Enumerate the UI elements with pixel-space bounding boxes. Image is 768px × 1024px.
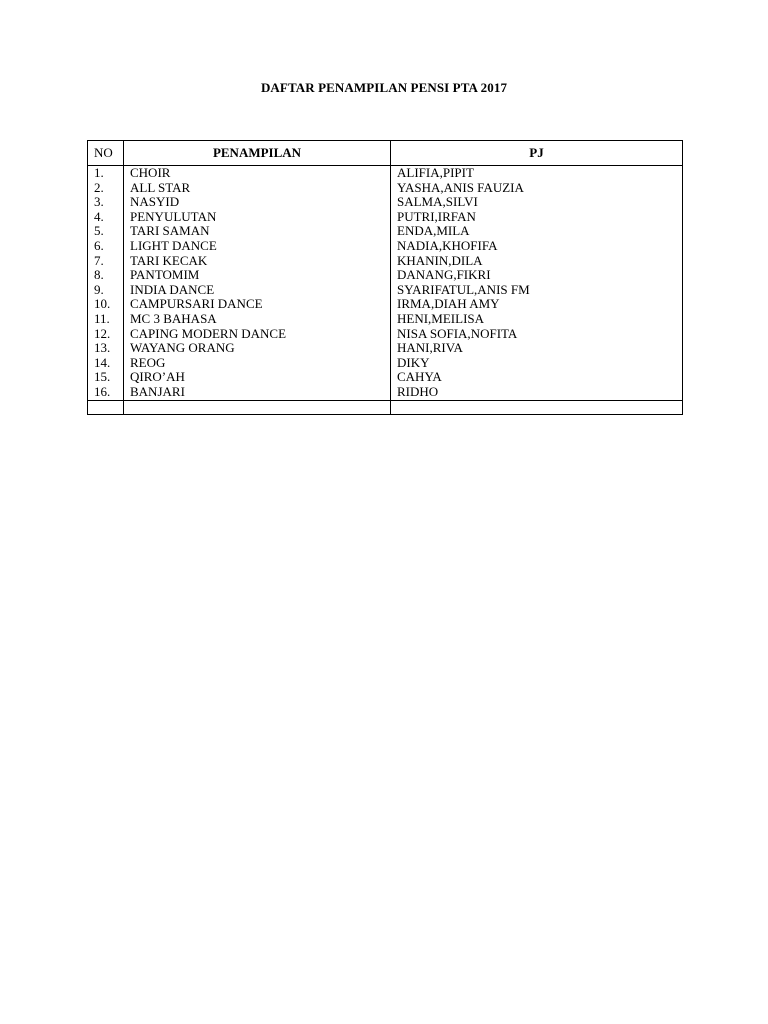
table-row <box>88 166 683 181</box>
person-in-charge: IRMA,DIAH AMY <box>391 297 683 312</box>
row-number: 13. <box>88 341 124 356</box>
performance-name: BANJARI <box>124 385 391 400</box>
table-row <box>88 181 683 196</box>
row-number: 14. <box>88 356 124 371</box>
row-number <box>88 400 124 414</box>
table-row <box>88 356 683 371</box>
table-row <box>88 210 683 225</box>
performance-name: PENYULUTAN <box>124 210 391 225</box>
row-number: 12. <box>88 327 124 342</box>
person-in-charge: HENI,MEILISA <box>391 312 683 327</box>
row-number: 6. <box>88 239 124 254</box>
person-in-charge: KHANIN,DILA <box>391 254 683 269</box>
person-in-charge: ENDA,MILA <box>391 224 683 239</box>
performance-name: CAMPURSARI DANCE <box>124 297 391 312</box>
row-number: 7. <box>88 254 124 269</box>
person-in-charge: DANANG,FIKRI <box>391 268 683 283</box>
performance-name <box>124 400 391 414</box>
person-in-charge: CAHYA <box>391 370 683 385</box>
row-number: 10. <box>88 297 124 312</box>
performance-name: PANTOMIM <box>124 268 391 283</box>
table-header-row <box>88 141 683 166</box>
table-row <box>88 312 683 327</box>
table-row <box>88 239 683 254</box>
row-number: 4. <box>88 210 124 225</box>
performance-name: MC 3 BAHASA <box>124 312 391 327</box>
person-in-charge: YASHA,ANIS FAUZIA <box>391 181 683 196</box>
person-in-charge: HANI,RIVA <box>391 341 683 356</box>
row-number: 8. <box>88 268 124 283</box>
person-in-charge: ALIFIA,PIPIT <box>391 166 683 181</box>
table-row <box>88 268 683 283</box>
table-row <box>88 297 683 312</box>
row-number: 16. <box>88 385 124 400</box>
row-number: 11. <box>88 312 124 327</box>
person-in-charge: SYARIFATUL,ANIS FM <box>391 283 683 298</box>
row-number: 2. <box>88 181 124 196</box>
column-header-no: NO <box>88 141 124 166</box>
table-row <box>88 224 683 239</box>
performance-name: REOG <box>124 356 391 371</box>
table-row <box>88 195 683 210</box>
row-number: 9. <box>88 283 124 298</box>
table-row <box>88 370 683 385</box>
performance-name: WAYANG ORANG <box>124 341 391 356</box>
performance-name: LIGHT DANCE <box>124 239 391 254</box>
performance-name: TARI KECAK <box>124 254 391 269</box>
performance-name: TARI SAMAN <box>124 224 391 239</box>
document-title: DAFTAR PENAMPILAN PENSI PTA 2017 <box>260 80 508 95</box>
row-number: 1. <box>88 166 124 181</box>
person-in-charge: SALMA,SILVI <box>391 195 683 210</box>
person-in-charge: RIDHO <box>391 385 683 400</box>
row-number: 5. <box>88 224 124 239</box>
person-in-charge: PUTRI,IRFAN <box>391 210 683 225</box>
row-number: 15. <box>88 370 124 385</box>
performance-name: NASYID <box>124 195 391 210</box>
performance-name: CHOIR <box>124 166 391 181</box>
performance-name: INDIA DANCE <box>124 283 391 298</box>
row-number: 3. <box>88 195 124 210</box>
table-row <box>88 385 683 400</box>
table-row <box>88 283 683 298</box>
table-row <box>88 254 683 269</box>
performance-name: QIRO’AH <box>124 370 391 385</box>
table-row <box>88 341 683 356</box>
table-row <box>88 327 683 342</box>
person-in-charge <box>391 400 683 414</box>
person-in-charge: NADIA,KHOFIFA <box>391 239 683 254</box>
column-header-penampilan: PENAMPILAN <box>124 141 391 166</box>
performance-name: CAPING MODERN DANCE <box>124 327 391 342</box>
person-in-charge: DIKY <box>391 356 683 371</box>
performance-table <box>87 140 683 415</box>
table-row-empty <box>88 400 683 414</box>
column-header-pj: PJ <box>391 141 683 166</box>
performance-name: ALL STAR <box>124 181 391 196</box>
person-in-charge: NISA SOFIA,NOFITA <box>391 327 683 342</box>
